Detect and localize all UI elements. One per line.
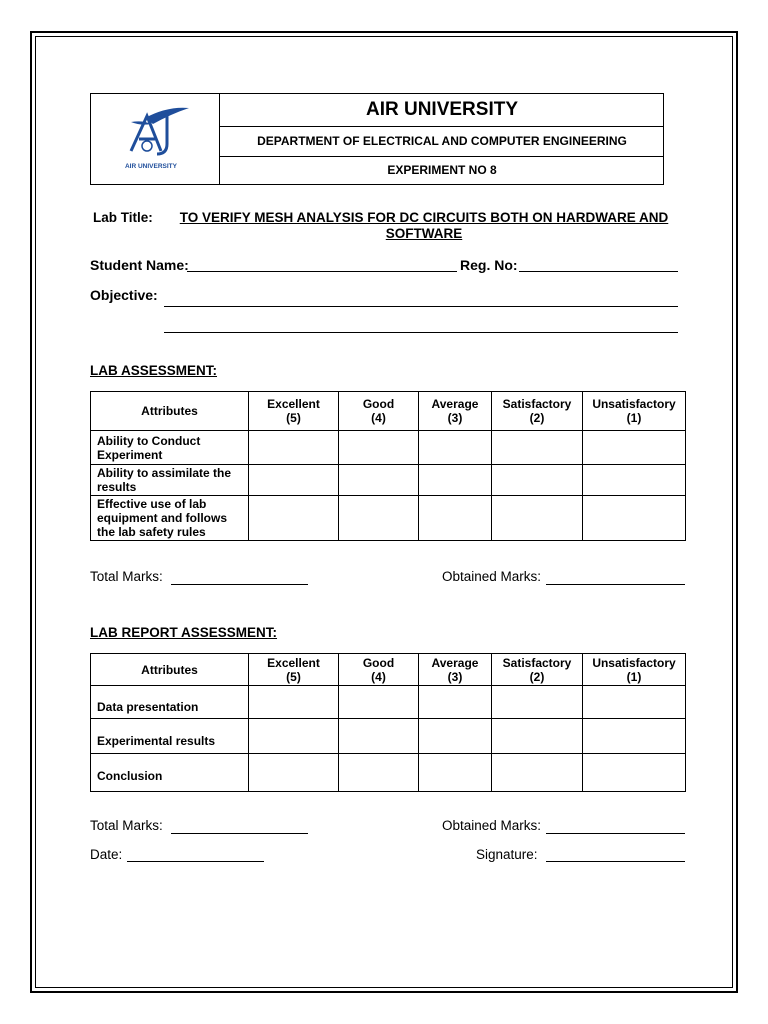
header-table — [90, 93, 664, 185]
score-cell[interactable] — [419, 496, 492, 541]
score-cell[interactable] — [339, 431, 419, 465]
score-cell[interactable] — [492, 686, 583, 719]
score-cell[interactable] — [339, 686, 419, 719]
lab-title-label: Lab Title: — [93, 210, 153, 225]
table-row — [91, 719, 686, 754]
student-name-label: Student Name: — [90, 257, 189, 273]
score-cell[interactable] — [249, 719, 339, 754]
report-total-marks-field[interactable] — [171, 833, 308, 834]
row-attribute: Ability to assimilate the results — [91, 465, 249, 496]
report-obtained-marks-label: Obtained Marks: — [442, 818, 542, 833]
report-total-marks-label: Total Marks: — [90, 818, 163, 833]
row-attribute: Conclusion — [91, 754, 249, 792]
score-cell[interactable] — [249, 496, 339, 541]
lab-title-text: TO VERIFY MESH ANALYSIS FOR DC CIRCUITS BOTH ON HARDWARE AND SOFTWARE — [179, 210, 669, 241]
table-row — [91, 496, 686, 541]
student-name-field[interactable] — [187, 271, 457, 272]
score-cell[interactable] — [419, 719, 492, 754]
table-row — [91, 686, 686, 719]
lab-assessment-heading: LAB ASSESSMENT: — [90, 363, 218, 378]
score-cell[interactable] — [419, 431, 492, 465]
report-assessment-table — [90, 653, 686, 792]
objective-label: Objective: — [90, 287, 158, 303]
row-attribute: Effective use of lab equipment and follows the lab safety rules — [91, 496, 249, 541]
total-marks-label: Total Marks: — [90, 569, 163, 584]
experiment-number: EXPERIMENT NO 8 — [387, 163, 497, 177]
score-cell[interactable] — [249, 465, 339, 496]
column-header: Attributes — [91, 654, 249, 686]
table-header-row — [91, 392, 686, 431]
score-cell[interactable] — [583, 496, 686, 541]
objective-line-2[interactable] — [164, 332, 678, 333]
score-cell[interactable] — [492, 754, 583, 792]
score-cell[interactable] — [583, 754, 686, 792]
table-row — [91, 465, 686, 496]
column-header: Good (4) — [339, 654, 419, 686]
score-cell[interactable] — [583, 465, 686, 496]
lab-assessment-table — [90, 391, 686, 541]
column-header: Average (3) — [419, 392, 492, 431]
score-cell[interactable] — [419, 686, 492, 719]
reg-no-label: Reg. No: — [460, 257, 518, 273]
score-cell[interactable] — [419, 465, 492, 496]
column-header: Unsatisfactory (1) — [583, 392, 686, 431]
column-header: Satisfactory (2) — [492, 654, 583, 686]
signature-field[interactable] — [546, 861, 685, 862]
score-cell[interactable] — [249, 754, 339, 792]
objective-line-1[interactable] — [164, 306, 678, 307]
column-header: Attributes — [91, 392, 249, 431]
score-cell[interactable] — [419, 754, 492, 792]
column-header: Satisfactory (2) — [492, 392, 583, 431]
score-cell[interactable] — [339, 754, 419, 792]
column-header: Excellent (5) — [249, 392, 339, 431]
report-obtained-marks-field[interactable] — [546, 833, 685, 834]
column-header: Unsatisfactory (1) — [583, 654, 686, 686]
report-assessment-heading: LAB REPORT ASSESSMENT: — [90, 625, 278, 640]
column-header: Excellent (5) — [249, 654, 339, 686]
score-cell[interactable] — [583, 719, 686, 754]
row-attribute: Experimental results — [91, 719, 249, 754]
total-marks-field[interactable] — [171, 584, 308, 585]
university-name: AIR UNIVERSITY — [220, 94, 664, 127]
score-cell[interactable] — [583, 686, 686, 719]
score-cell[interactable] — [492, 496, 583, 541]
score-cell[interactable] — [339, 719, 419, 754]
row-attribute: Ability to Conduct Experiment — [91, 431, 249, 465]
score-cell[interactable] — [492, 431, 583, 465]
obtained-marks-field[interactable] — [546, 584, 685, 585]
date-field[interactable] — [127, 861, 264, 862]
score-cell[interactable] — [249, 686, 339, 719]
score-cell[interactable] — [249, 431, 339, 465]
date-label: Date: — [90, 847, 123, 862]
score-cell[interactable] — [492, 719, 583, 754]
column-header: Good (4) — [339, 392, 419, 431]
table-header-row — [91, 654, 686, 686]
table-row — [91, 754, 686, 792]
logo-text: AIR UNIVERSITY — [124, 163, 178, 170]
score-cell[interactable] — [339, 496, 419, 541]
table-row — [91, 431, 686, 465]
row-attribute: Data presentation — [91, 686, 249, 719]
score-cell[interactable] — [583, 431, 686, 465]
department-name: DEPARTMENT OF ELECTRICAL AND COMPUTER ENGINEERING — [220, 127, 664, 157]
score-cell[interactable] — [339, 465, 419, 496]
university-logo — [91, 94, 220, 184]
score-cell[interactable] — [492, 465, 583, 496]
reg-no-field[interactable] — [519, 271, 678, 272]
column-header: Average (3) — [419, 654, 492, 686]
signature-label: Signature: — [476, 847, 538, 862]
obtained-marks-label: Obtained Marks: — [442, 569, 542, 584]
